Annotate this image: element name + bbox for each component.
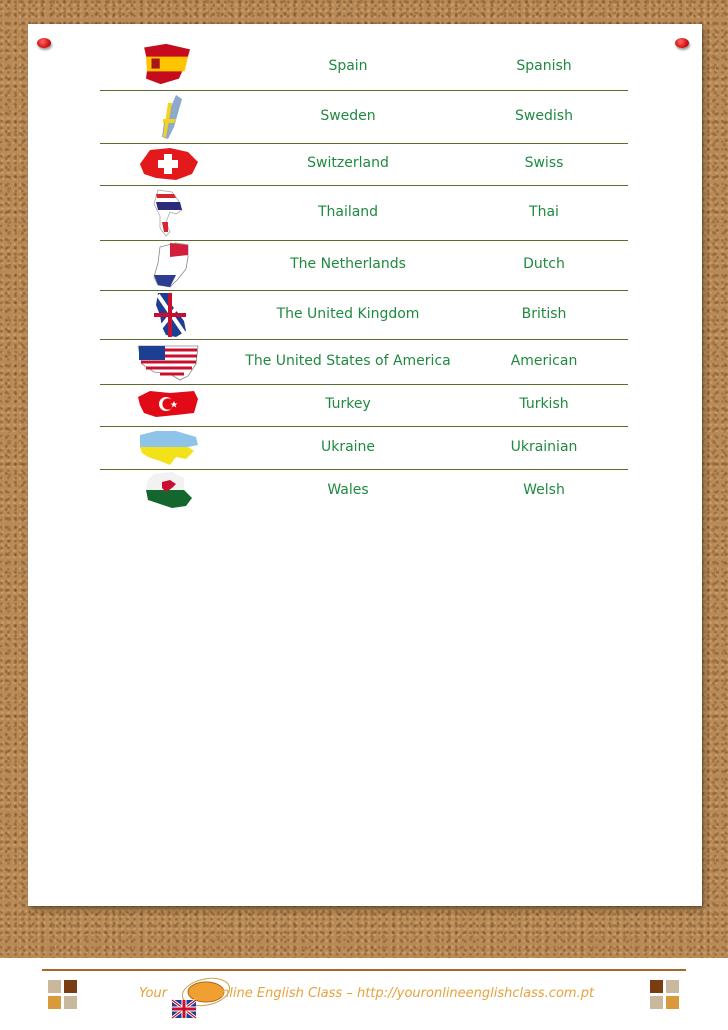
- table-row: [100, 241, 628, 291]
- footer-url-link[interactable]: http://youronlineenglishclass.com.pt: [356, 986, 595, 1001]
- country-name: Switzerland: [307, 155, 389, 171]
- nationality: American: [510, 353, 578, 369]
- table-row: [100, 385, 628, 427]
- country-name: Ukraine: [320, 439, 376, 455]
- table-row: [100, 470, 628, 512]
- thailand-map-flag-icon: [136, 188, 200, 238]
- nationality: Turkish: [519, 396, 569, 412]
- pushpin-icon: [37, 38, 51, 48]
- country-name: Spain: [328, 58, 368, 74]
- nationality: Swiss: [524, 155, 564, 171]
- nationality: Spanish: [516, 58, 572, 74]
- country-name: Wales: [327, 482, 369, 498]
- footer-brand-before: Your: [139, 986, 168, 1001]
- footer-brand-after: nline English Class: [221, 986, 343, 1001]
- nationality: Thai: [529, 204, 559, 220]
- spain-map-flag-icon: [136, 42, 200, 86]
- netherlands-map-flag-icon: [136, 241, 200, 289]
- nationality: Welsh: [523, 482, 565, 498]
- country-name: The United Kingdom: [276, 306, 420, 322]
- country-name: Thailand: [317, 204, 379, 220]
- table-row: [100, 291, 628, 340]
- table-row: [100, 186, 628, 241]
- nationality: Ukrainian: [510, 439, 578, 455]
- footer-separator: –: [346, 986, 353, 1001]
- table-row: [100, 91, 628, 144]
- table-row: [100, 340, 628, 385]
- table-row: [100, 427, 628, 470]
- country-name: Sweden: [320, 108, 376, 124]
- ukraine-map-flag-icon: [136, 427, 200, 467]
- nationality: Swedish: [515, 108, 573, 124]
- nationality: British: [521, 306, 567, 322]
- sweden-map-flag-icon: [136, 93, 200, 141]
- usa-map-flag-icon: [136, 340, 200, 384]
- country-name: The United States of America: [245, 353, 451, 369]
- pushpin-icon: [675, 38, 689, 48]
- country-name: Turkey: [325, 396, 371, 412]
- switzerland-map-flag-icon: [136, 144, 200, 184]
- turkey-map-flag-icon: [136, 385, 200, 425]
- nationality: Dutch: [523, 256, 565, 272]
- wales-map-flag-icon: [136, 470, 200, 510]
- footer-brand-text: [139, 986, 594, 1001]
- footer-divider: [42, 969, 686, 971]
- table-row: [100, 144, 628, 186]
- country-name: The Netherlands: [290, 256, 406, 272]
- uk-map-flag-icon: [136, 291, 200, 339]
- table-row: [100, 42, 628, 91]
